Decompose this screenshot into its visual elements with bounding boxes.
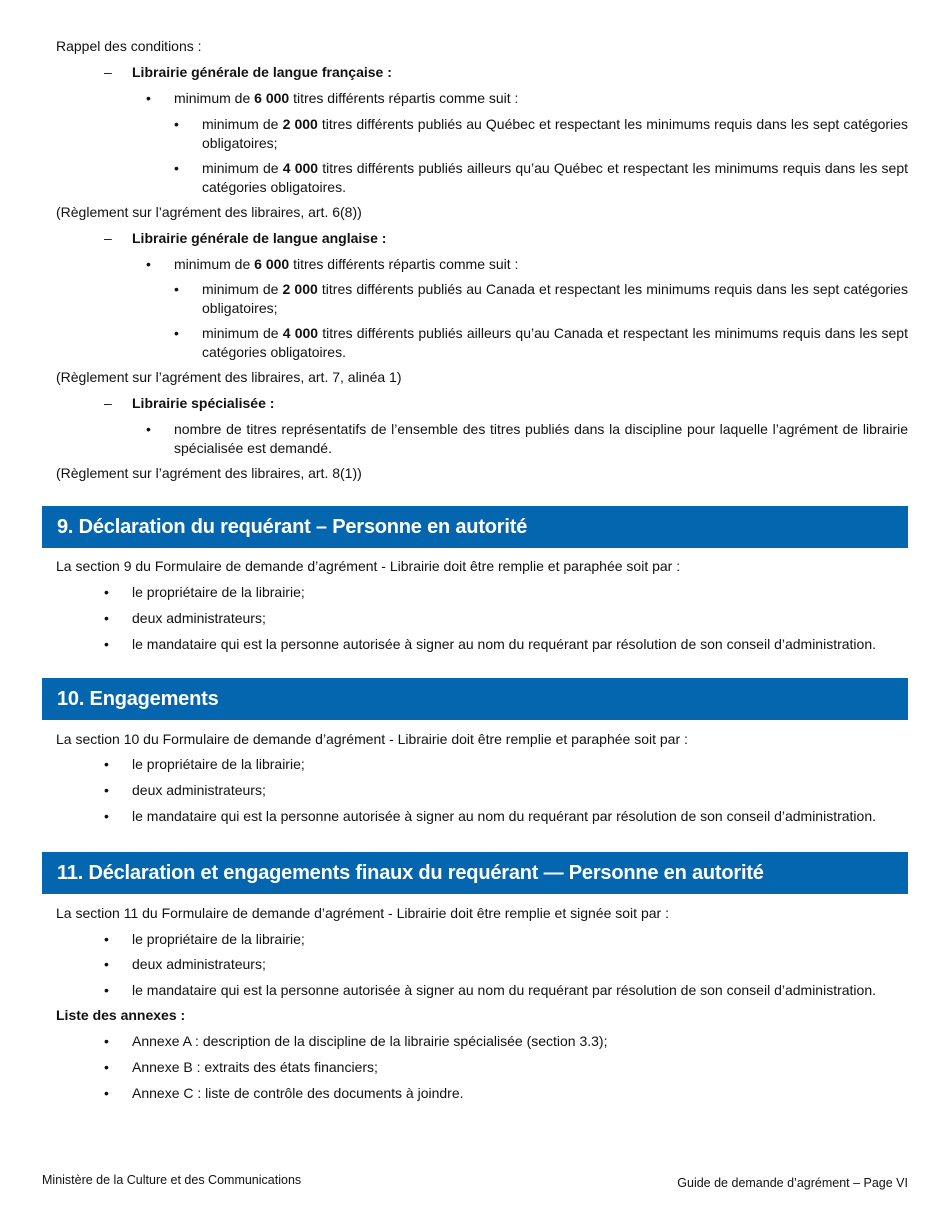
list-item: le propriétaire de la librairie; <box>132 931 305 947</box>
bullet-marker: • <box>146 256 151 272</box>
dash-marker: – <box>104 230 112 246</box>
bullet-marker: • <box>104 782 109 798</box>
francaise-title: Librairie générale de langue française : <box>132 64 392 80</box>
section-11-intro: La section 11 du Formulaire de demande d’agrément - Librairie doit être remplie et signée soit par : <box>56 905 669 921</box>
section-10-intro: La section 10 du Formulaire de demande d’agrément - Librairie doit être remplie et paraphée soit par : <box>56 731 688 747</box>
footer-right: Guide de demande d’agrément – Page VI <box>677 1176 908 1190</box>
list-item: Annexe C : liste de contrôle des documents à joindre. <box>132 1085 464 1101</box>
anglaise-sub1: minimum de 2 000 titres différents publiés au Canada et respectant les minimums requis dans les sept catégories obligatoires; <box>202 281 908 316</box>
bullet-marker: • <box>174 160 179 176</box>
bullet-marker: • <box>104 982 109 998</box>
list-item: le mandataire qui est la personne autorisée à signer au nom du requérant par résolution de son conseil d’administration. <box>132 808 877 824</box>
list-item: le propriétaire de la librairie; <box>132 584 305 600</box>
anglaise-reference: (Règlement sur l’agrément des libraires, art. 7, alinéa 1) <box>56 369 402 385</box>
bullet-marker: • <box>104 931 109 947</box>
specialisee-title: Librairie spécialisée : <box>132 395 275 411</box>
bullet-marker: • <box>146 90 151 106</box>
bullet-marker: • <box>174 281 179 297</box>
section-10-heading: 10. Engagements <box>42 678 908 720</box>
footer-left: Ministère de la Culture et des Communications <box>42 1173 302 1187</box>
francaise-sub2: minimum de 4 000 titres différents publiés ailleurs qu’au Québec et respectant les minimums requis dans les sept catégories obligatoires. <box>202 160 908 195</box>
dash-marker: – <box>104 395 112 411</box>
francaise-reference: (Règlement sur l’agrément des libraires, art. 6(8)) <box>56 204 362 220</box>
specialisee-item: nombre de titres représentatifs de l’ensemble des titres publiés dans la discipline pour laquelle l’agrément de librairie spécialisée est demandé. <box>174 421 908 456</box>
bullet-marker: • <box>146 421 151 437</box>
specialisee-reference: (Règlement sur l’agrément des libraires, art. 8(1)) <box>56 465 362 481</box>
annexes-title: Liste des annexes : <box>56 1007 186 1023</box>
bullet-marker: • <box>104 610 109 626</box>
list-item: deux administrateurs; <box>132 610 266 626</box>
list-item: le mandataire qui est la personne autorisée à signer au nom du requérant par résolution de son conseil d’administration. <box>132 982 877 998</box>
section-9-heading: 9. Déclaration du requérant – Personne en autorité <box>42 506 908 548</box>
section-11-heading: 11. Déclaration et engagements finaux du requérant — Personne en autorité <box>42 852 908 894</box>
bullet-marker: • <box>174 116 179 132</box>
anglaise-minimum: minimum de 6 000 titres différents répartis comme suit : <box>174 256 519 272</box>
list-item: le mandataire qui est la personne autorisée à signer au nom du requérant par résolution de son conseil d’administration. <box>132 636 877 652</box>
intro-text: Rappel des conditions : <box>56 38 202 54</box>
bullet-marker: • <box>174 325 179 341</box>
bullet-marker: • <box>104 584 109 600</box>
list-item: Annexe B : extraits des états financiers; <box>132 1059 378 1075</box>
bullet-marker: • <box>104 808 109 824</box>
list-item: deux administrateurs; <box>132 782 266 798</box>
list-item: le propriétaire de la librairie; <box>132 756 305 772</box>
dash-marker: – <box>104 64 112 80</box>
bullet-marker: • <box>104 756 109 772</box>
bullet-marker: • <box>104 956 109 972</box>
bullet-marker: • <box>104 636 109 652</box>
section-9-intro: La section 9 du Formulaire de demande d’agrément - Librairie doit être remplie et paraphée soit par : <box>56 558 681 574</box>
list-item: deux administrateurs; <box>132 956 266 972</box>
francaise-minimum: minimum de 6 000 titres différents répartis comme suit : <box>174 90 519 106</box>
anglaise-sub2: minimum de 4 000 titres différents publiés ailleurs qu’au Canada et respectant les minimums requis dans les sept catégories obligatoires. <box>202 325 908 360</box>
bullet-marker: • <box>104 1059 109 1075</box>
bullet-marker: • <box>104 1033 109 1049</box>
bullet-marker: • <box>104 1085 109 1101</box>
anglaise-title: Librairie générale de langue anglaise : <box>132 230 387 246</box>
francaise-sub1: minimum de 2 000 titres différents publiés au Québec et respectant les minimums requis dans les sept catégories obligatoires; <box>202 116 908 151</box>
list-item: Annexe A : description de la discipline de la librairie spécialisée (section 3.3); <box>132 1033 608 1049</box>
